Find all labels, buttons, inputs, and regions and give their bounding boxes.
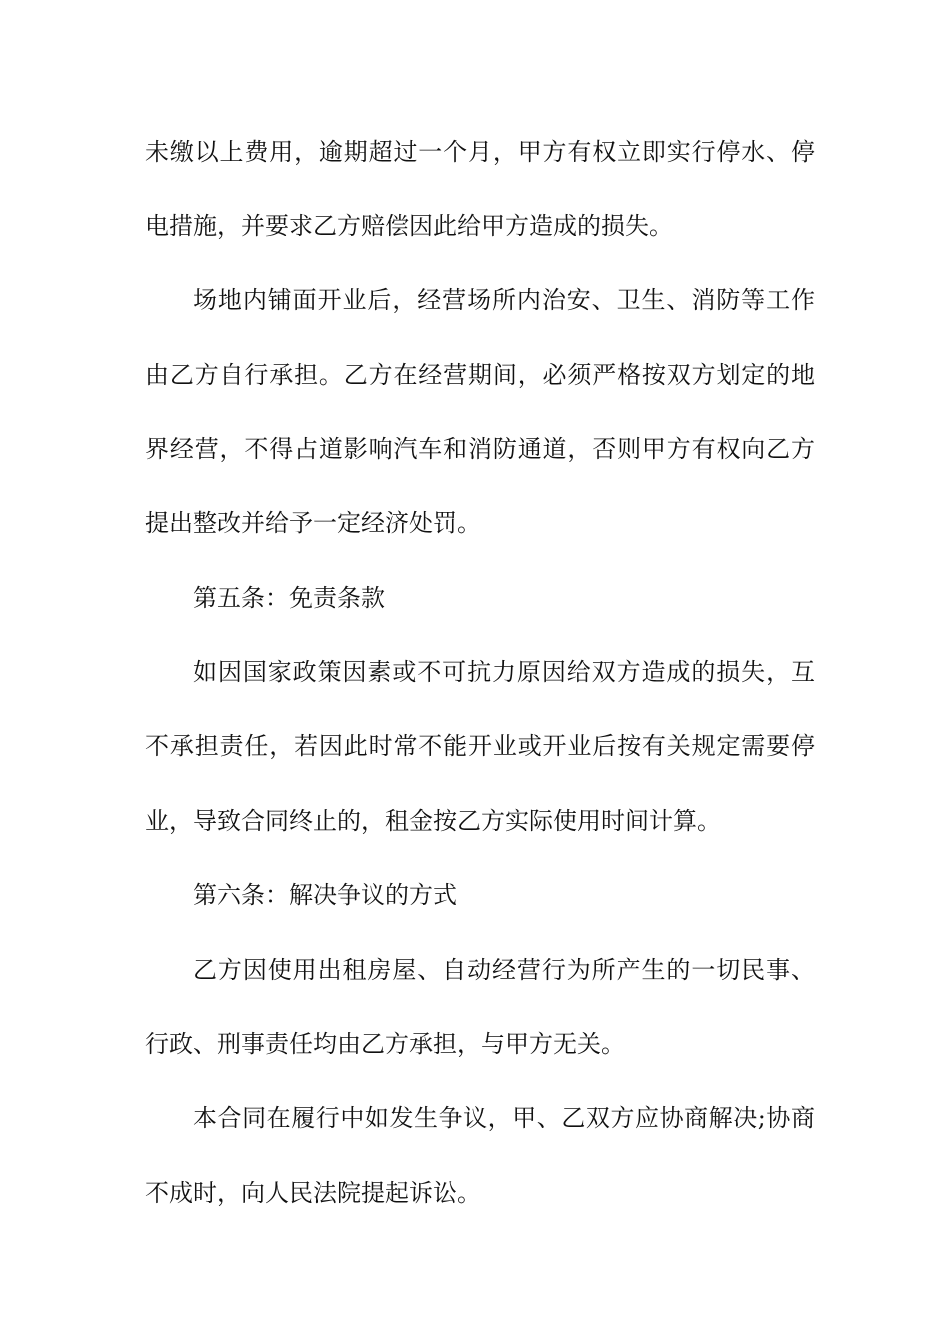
section-heading: 第六条：解决争议的方式 bbox=[193, 881, 457, 909]
paragraph-line: 不承担责任，若因此时常不能开业或开业后按有关规定需要停 bbox=[145, 732, 815, 760]
paragraph-line: 本合同在履行中如发生争议，甲、乙双方应协商解决;协商 bbox=[193, 1104, 815, 1132]
paragraph-line: 由乙方自行承担。乙方在经营期间，必须严格按双方划定的地 bbox=[145, 361, 815, 389]
paragraph-line: 不成时，向人民法院提起诉讼。 bbox=[145, 1179, 481, 1207]
paragraph-line: 场地内铺面开业后，经营场所内治安、卫生、消防等工作 bbox=[193, 286, 815, 314]
paragraph-line: 未缴以上费用，逾期超过一个月，甲方有权立即实行停水、停 bbox=[145, 138, 815, 166]
paragraph-line: 电措施，并要求乙方赔偿因此给甲方造成的损失。 bbox=[145, 212, 673, 240]
paragraph-line: 如因国家政策因素或不可抗力原因给双方造成的损失，互 bbox=[193, 658, 815, 686]
paragraph-line: 行政、刑事责任均由乙方承担，与甲方无关。 bbox=[145, 1030, 625, 1058]
paragraph-line: 界经营，不得占道影响汽车和消防通道，否则甲方有权向乙方 bbox=[145, 435, 815, 463]
paragraph-line: 乙方因使用出租房屋、自动经营行为所产生的一切民事、 bbox=[193, 956, 815, 984]
paragraph-line: 提出整改并给予一定经济处罚。 bbox=[145, 509, 481, 537]
section-heading: 第五条：免责条款 bbox=[193, 584, 385, 612]
paragraph-line: 业，导致合同终止的，租金按乙方实际使用时间计算。 bbox=[145, 807, 721, 835]
